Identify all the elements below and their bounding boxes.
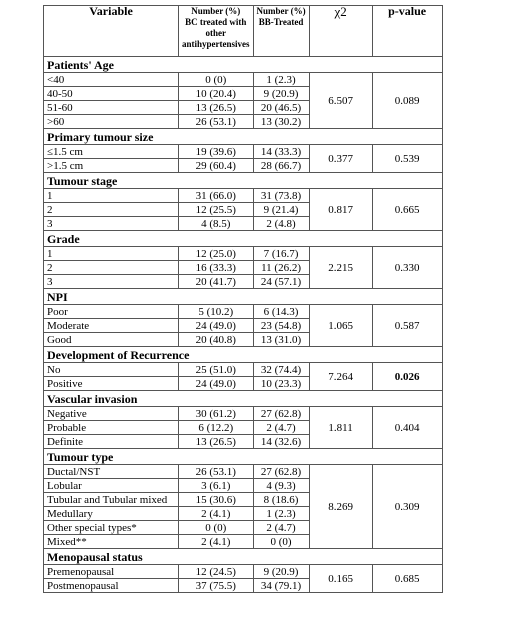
chi-square-cell: 6.507 bbox=[309, 73, 372, 129]
p-value-cell: 0.404 bbox=[372, 407, 442, 449]
header-bb-line1: Number (%) bbox=[256, 6, 306, 16]
table-row bbox=[44, 363, 443, 377]
row-label: 51-60 bbox=[44, 101, 179, 115]
group-row bbox=[44, 231, 443, 247]
chi-square-cell: 1.065 bbox=[309, 305, 372, 347]
row-label: 3 bbox=[44, 275, 179, 289]
bb-count-cell: 6 (14.3) bbox=[253, 305, 309, 319]
row-label: 2 bbox=[44, 261, 179, 275]
bb-count-cell: 1 (2.3) bbox=[253, 507, 309, 521]
bb-count-cell: 8 (18.6) bbox=[253, 493, 309, 507]
table-row bbox=[44, 565, 443, 579]
header-variable: Variable bbox=[44, 6, 179, 57]
header-bc-line2: BC treated with bbox=[185, 17, 247, 27]
bc-count-cell: 29 (60.4) bbox=[179, 159, 254, 173]
row-label: Lobular bbox=[44, 479, 179, 493]
bc-count-cell: 16 (33.3) bbox=[179, 261, 254, 275]
bc-count-cell: 15 (30.6) bbox=[179, 493, 254, 507]
bb-count-cell: 23 (54.8) bbox=[253, 319, 309, 333]
chi-square-cell: 0.165 bbox=[309, 565, 372, 593]
bb-count-cell: 4 (9.3) bbox=[253, 479, 309, 493]
bc-count-cell: 24 (49.0) bbox=[179, 377, 254, 391]
row-label: Medullary bbox=[44, 507, 179, 521]
bc-count-cell: 30 (61.2) bbox=[179, 407, 254, 421]
row-label: Tubular and Tubular mixed bbox=[44, 493, 179, 507]
bb-count-cell: 13 (31.0) bbox=[253, 333, 309, 347]
header-bb-treated bbox=[253, 6, 309, 57]
bc-count-cell: 12 (25.5) bbox=[179, 203, 254, 217]
p-value-cell: 0.026 bbox=[372, 363, 442, 391]
bc-count-cell: 12 (25.0) bbox=[179, 247, 254, 261]
table-row bbox=[44, 305, 443, 319]
p-value-cell: 0.330 bbox=[372, 247, 442, 289]
bc-count-cell: 10 (20.4) bbox=[179, 87, 254, 101]
bc-count-cell: 2 (4.1) bbox=[179, 507, 254, 521]
row-label: Moderate bbox=[44, 319, 179, 333]
group-row bbox=[44, 57, 443, 73]
table-row bbox=[44, 465, 443, 479]
row-label: ≤1.5 cm bbox=[44, 145, 179, 159]
bb-count-cell: 14 (32.6) bbox=[253, 435, 309, 449]
bc-count-cell: 20 (40.8) bbox=[179, 333, 254, 347]
row-label: Mixed** bbox=[44, 535, 179, 549]
row-label: >60 bbox=[44, 115, 179, 129]
bc-count-cell: 25 (51.0) bbox=[179, 363, 254, 377]
bc-count-cell: 13 (26.5) bbox=[179, 435, 254, 449]
bc-count-cell: 24 (49.0) bbox=[179, 319, 254, 333]
row-label: Other special types* bbox=[44, 521, 179, 535]
group-row bbox=[44, 289, 443, 305]
row-label: Postmenopausal bbox=[44, 579, 179, 593]
row-label: 2 bbox=[44, 203, 179, 217]
bb-count-cell: 31 (73.8) bbox=[253, 189, 309, 203]
chi-square-cell: 7.264 bbox=[309, 363, 372, 391]
row-label: Negative bbox=[44, 407, 179, 421]
bc-count-cell: 5 (10.2) bbox=[179, 305, 254, 319]
bc-count-cell: 12 (24.5) bbox=[179, 565, 254, 579]
bb-count-cell: 9 (20.9) bbox=[253, 565, 309, 579]
table-body bbox=[44, 57, 443, 593]
bb-count-cell: 13 (30.2) bbox=[253, 115, 309, 129]
row-label: 40-50 bbox=[44, 87, 179, 101]
chi-square-cell: 0.377 bbox=[309, 145, 372, 173]
bc-count-cell: 4 (8.5) bbox=[179, 217, 254, 231]
bc-count-cell: 20 (41.7) bbox=[179, 275, 254, 289]
row-label: >1.5 cm bbox=[44, 159, 179, 173]
group-row bbox=[44, 391, 443, 407]
bc-count-cell: 13 (26.5) bbox=[179, 101, 254, 115]
group-title: Tumour stage bbox=[44, 173, 443, 189]
group-title: Menopausal status bbox=[44, 549, 443, 565]
header-bc-line1: Number (%) bbox=[191, 6, 241, 16]
bb-count-cell: 1 (2.3) bbox=[253, 73, 309, 87]
bc-count-cell: 31 (66.0) bbox=[179, 189, 254, 203]
chi-square-cell: 8.269 bbox=[309, 465, 372, 549]
chi-square-cell: 2.215 bbox=[309, 247, 372, 289]
group-title: Tumour type bbox=[44, 449, 443, 465]
bb-count-cell: 11 (26.2) bbox=[253, 261, 309, 275]
header-chi-square: χ2 bbox=[309, 6, 372, 57]
chi-square-cell: 0.817 bbox=[309, 189, 372, 231]
bb-count-cell: 24 (57.1) bbox=[253, 275, 309, 289]
table-row bbox=[44, 407, 443, 421]
chi-square-cell: 1.811 bbox=[309, 407, 372, 449]
bc-count-cell: 0 (0) bbox=[179, 521, 254, 535]
bc-count-cell: 37 (75.5) bbox=[179, 579, 254, 593]
bb-count-cell: 27 (62.8) bbox=[253, 407, 309, 421]
results-table bbox=[43, 5, 443, 593]
row-label: Definite bbox=[44, 435, 179, 449]
header-row bbox=[44, 6, 443, 57]
bc-count-cell: 3 (6.1) bbox=[179, 479, 254, 493]
header-p-value: p-value bbox=[372, 6, 442, 57]
row-label: Probable bbox=[44, 421, 179, 435]
p-value-cell: 0.089 bbox=[372, 73, 442, 129]
group-title: Vascular invasion bbox=[44, 391, 443, 407]
row-label: <40 bbox=[44, 73, 179, 87]
bb-count-cell: 2 (4.7) bbox=[253, 421, 309, 435]
group-title: Development of Recurrence bbox=[44, 347, 443, 363]
group-row bbox=[44, 549, 443, 565]
bc-count-cell: 6 (12.2) bbox=[179, 421, 254, 435]
table-row bbox=[44, 145, 443, 159]
bc-count-cell: 26 (53.1) bbox=[179, 465, 254, 479]
header-bc-line4: antihypertensives bbox=[182, 39, 250, 49]
row-label: Positive bbox=[44, 377, 179, 391]
bb-count-cell: 9 (20.9) bbox=[253, 87, 309, 101]
bb-count-cell: 2 (4.7) bbox=[253, 521, 309, 535]
group-title: NPI bbox=[44, 289, 443, 305]
row-label: 3 bbox=[44, 217, 179, 231]
row-label: Ductal/NST bbox=[44, 465, 179, 479]
row-label: No bbox=[44, 363, 179, 377]
group-row bbox=[44, 449, 443, 465]
bb-count-cell: 34 (79.1) bbox=[253, 579, 309, 593]
bc-count-cell: 19 (39.6) bbox=[179, 145, 254, 159]
header-bc-line3: other bbox=[205, 28, 226, 38]
bb-count-cell: 10 (23.3) bbox=[253, 377, 309, 391]
group-row bbox=[44, 173, 443, 189]
bb-count-cell: 28 (66.7) bbox=[253, 159, 309, 173]
p-value-cell: 0.587 bbox=[372, 305, 442, 347]
bb-count-cell: 27 (62.8) bbox=[253, 465, 309, 479]
group-title: Grade bbox=[44, 231, 443, 247]
p-value-cell: 0.539 bbox=[372, 145, 442, 173]
table-row bbox=[44, 189, 443, 203]
row-label: 1 bbox=[44, 189, 179, 203]
table-row bbox=[44, 73, 443, 87]
table-row bbox=[44, 247, 443, 261]
bb-count-cell: 20 (46.5) bbox=[253, 101, 309, 115]
group-title: Primary tumour size bbox=[44, 129, 443, 145]
row-label: Good bbox=[44, 333, 179, 347]
p-value-cell: 0.685 bbox=[372, 565, 442, 593]
bc-count-cell: 26 (53.1) bbox=[179, 115, 254, 129]
group-row bbox=[44, 347, 443, 363]
group-row bbox=[44, 129, 443, 145]
bb-count-cell: 32 (74.4) bbox=[253, 363, 309, 377]
header-bb-line2: BB-Treated bbox=[258, 17, 304, 27]
p-value-cell: 0.309 bbox=[372, 465, 442, 549]
row-label: Premenopausal bbox=[44, 565, 179, 579]
p-value-cell: 0.665 bbox=[372, 189, 442, 231]
bb-count-cell: 9 (21.4) bbox=[253, 203, 309, 217]
group-title: Patients' Age bbox=[44, 57, 443, 73]
bb-count-cell: 2 (4.8) bbox=[253, 217, 309, 231]
bc-count-cell: 2 (4.1) bbox=[179, 535, 254, 549]
bc-count-cell: 0 (0) bbox=[179, 73, 254, 87]
row-label: 1 bbox=[44, 247, 179, 261]
bb-count-cell: 7 (16.7) bbox=[253, 247, 309, 261]
header-bc-treated bbox=[179, 6, 254, 57]
row-label: Poor bbox=[44, 305, 179, 319]
bb-count-cell: 14 (33.3) bbox=[253, 145, 309, 159]
bb-count-cell: 0 (0) bbox=[253, 535, 309, 549]
